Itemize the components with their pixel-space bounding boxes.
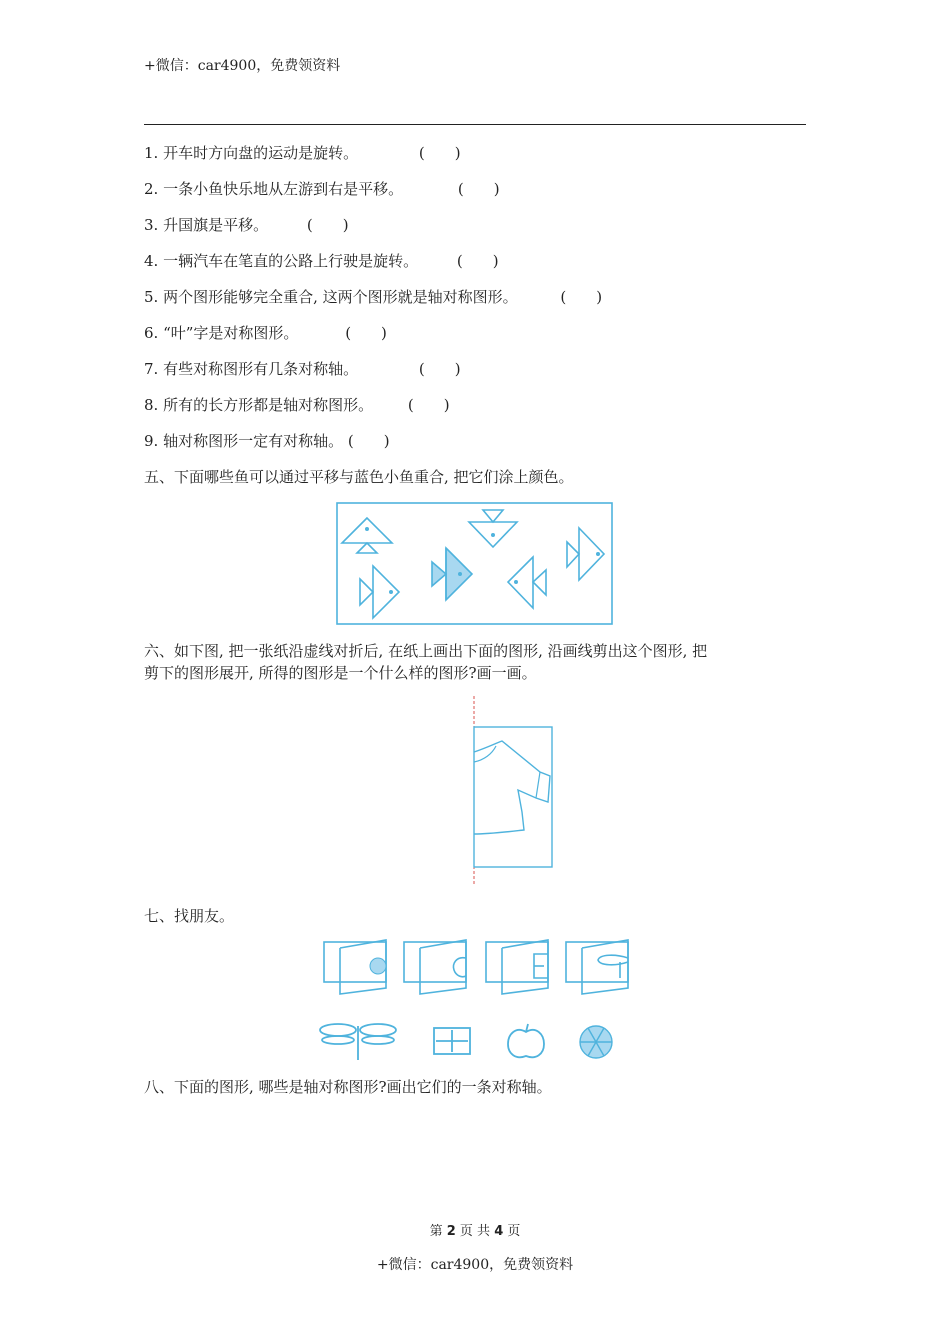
folded-card-dragonfly[interactable] [566, 940, 628, 994]
question-text: 9. 轴对称图形一定有对称轴。 [144, 432, 344, 450]
blue-fish-icon [432, 548, 472, 600]
answer-paren[interactable]: ( ) [457, 180, 500, 198]
section-six-title-2: 剪下的图形展开, 所得的图形是一个什么样的图形?画一画。 [144, 664, 537, 682]
question-3 [144, 215, 349, 235]
question-7 [144, 359, 461, 379]
header-rule [144, 124, 806, 125]
folded-card-apple[interactable] [404, 940, 466, 994]
fish-right-icon[interactable] [360, 566, 399, 618]
answer-paren[interactable]: ( ) [347, 432, 390, 450]
folded-card-snowflake[interactable] [324, 940, 386, 994]
question-text: 1. 开车时方向盘的运动是旋转。 [144, 144, 359, 162]
fish-figure [336, 502, 614, 626]
section-seven-title: 七、找朋友。 [144, 907, 235, 925]
page-total: 4 [494, 1224, 504, 1239]
question-text: 4. 一辆汽车在笔直的公路上行驶是旋转。 [144, 252, 419, 270]
question-text: 7. 有些对称图形有几条对称轴。 [144, 360, 359, 378]
question-text: 5. 两个图形能够完全重合, 这两个图形就是轴对称图形。 [144, 288, 518, 306]
question-2 [144, 179, 500, 199]
question-text: 2. 一条小鱼快乐地从左游到右是平移。 [144, 180, 404, 198]
question-5 [144, 287, 602, 307]
page-current: 2 [446, 1224, 456, 1239]
section-five-title: 五、下面哪些鱼可以通过平移与蓝色小鱼重合, 把它们涂上颜色。 [144, 468, 574, 486]
fish-right-icon[interactable] [567, 528, 604, 580]
cuff-line [536, 772, 540, 798]
snowflake-icon[interactable] [580, 1026, 612, 1058]
section-six-title-1: 六、如下图, 把一张纸沿虚线对折后, 在纸上画出下面的图形, 沿画线剪出这个图形, 把 [144, 642, 708, 660]
wang-character-icon[interactable] [434, 1028, 470, 1054]
answer-paren[interactable]: ( ) [456, 252, 499, 270]
half-shirt-outline [474, 741, 550, 834]
answer-paren[interactable]: ( ) [345, 324, 387, 342]
full-shapes-row [318, 1018, 618, 1066]
question-4 [144, 251, 499, 271]
question-1 [144, 143, 461, 163]
answer-paren[interactable]: ( ) [418, 144, 461, 162]
question-text: 3. 升国旗是平移。 [144, 216, 269, 234]
folded-card-wang[interactable] [486, 940, 548, 994]
page-prefix: 第 [429, 1224, 443, 1239]
fish-left-icon[interactable] [508, 557, 546, 608]
page-mid: 页 共 [459, 1224, 491, 1239]
header-note: +微信：car4900，免费领资料 [144, 58, 341, 74]
question-9 [144, 431, 390, 451]
folded-cards-row [320, 936, 632, 1000]
dragonfly-icon[interactable] [320, 1024, 396, 1060]
fold-paper-figure [466, 694, 558, 888]
question-6 [144, 323, 387, 343]
answer-paren[interactable]: ( ) [560, 288, 603, 306]
fish-up-icon[interactable] [342, 518, 392, 553]
answer-paren[interactable]: ( ) [418, 360, 461, 378]
question-text: 6. “叶”字是对称图形。 [144, 324, 299, 342]
page-number [0, 1220, 950, 1239]
answer-paren[interactable]: ( ) [407, 396, 450, 414]
page-suffix: 页 [507, 1224, 521, 1239]
footer-note: +微信：car4900，免费领资料 [376, 1257, 574, 1273]
apple-icon[interactable] [508, 1024, 544, 1057]
question-8 [144, 395, 450, 415]
fish-down-icon[interactable] [469, 510, 517, 547]
answer-paren[interactable]: ( ) [306, 216, 349, 234]
question-text: 8. 所有的长方形都是轴对称图形。 [144, 396, 374, 414]
section-eight-title: 八、下面的图形, 哪些是轴对称图形?画出它们的一条对称轴。 [144, 1078, 552, 1096]
